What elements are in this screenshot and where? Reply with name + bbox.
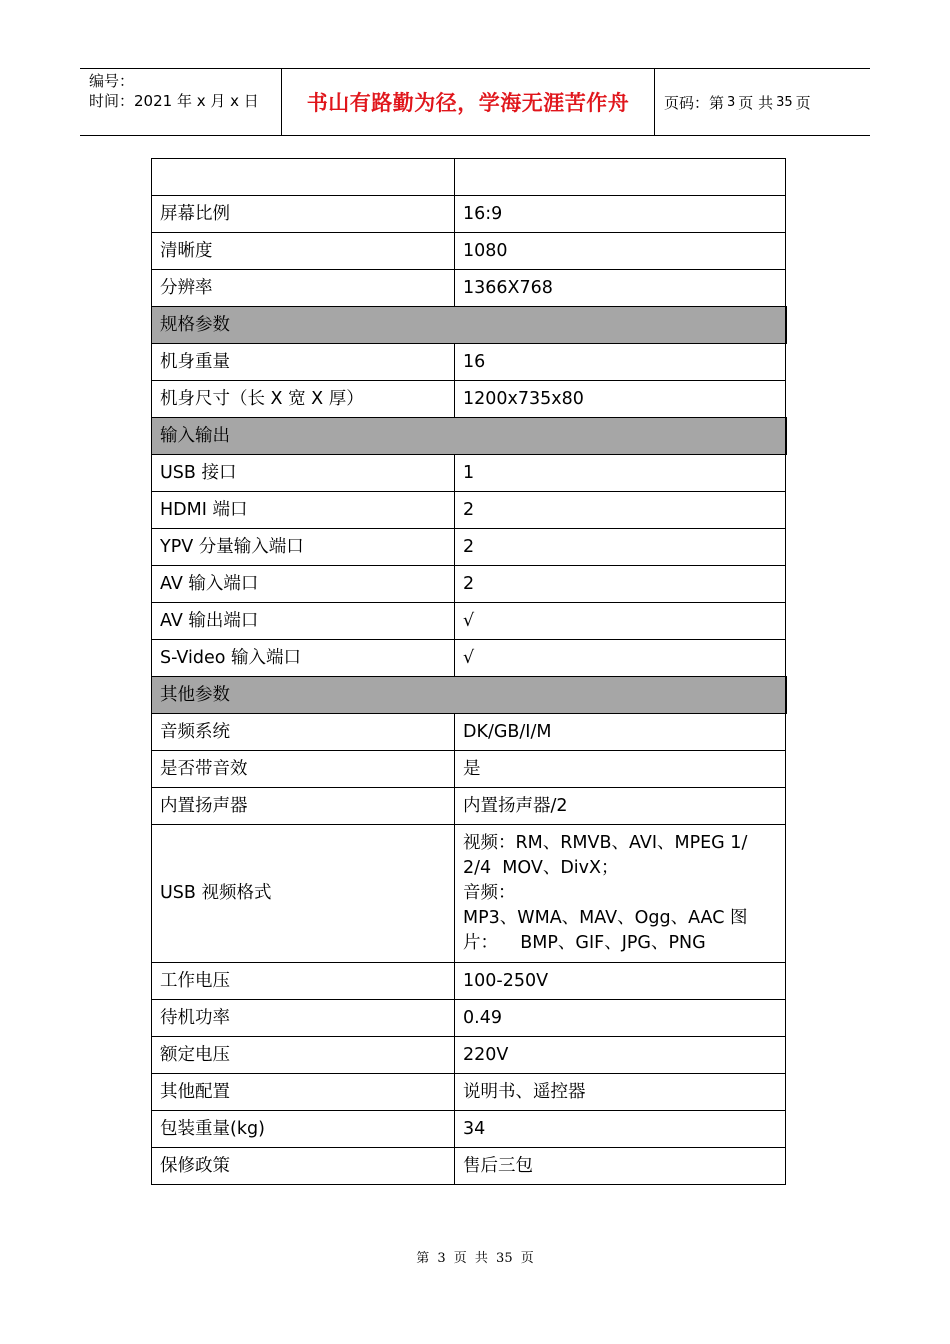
param-value: 售后三包 (455, 1148, 786, 1185)
param-value-line: 视频：RM、RMVB、AVI、MPEG 1/ (463, 833, 748, 853)
table-row (152, 1037, 786, 1074)
param-value: 内置扬声器/2 (455, 788, 786, 825)
header-motto: 书山有路勤为径，学海无涯苦作舟 (282, 69, 655, 135)
table-row (152, 963, 786, 1000)
param-value: 1366X768 (455, 270, 786, 307)
param-value: 16 (455, 344, 786, 381)
table-row (152, 566, 786, 603)
table-row (152, 1074, 786, 1111)
param-value-line: 音频： (463, 883, 516, 903)
section-header-row (152, 418, 786, 455)
section-header-row (152, 677, 786, 714)
param-value: DK/GB/I/M (455, 714, 786, 751)
time-label: 时间：2021 年 x 月 x 日 (89, 92, 259, 110)
param-label: 分辨率 (152, 270, 455, 307)
param-label: S-Video 输入端口 (152, 640, 455, 677)
param-label: 机身重量 (152, 344, 455, 381)
param-label: 音频系统 (152, 714, 455, 751)
table-row (152, 1111, 786, 1148)
param-value-line: 2/4 MOV、DivX； (463, 858, 619, 878)
param-label: HDMI 端口 (152, 492, 455, 529)
param-label: 机身尺寸（长 X 宽 X 厚） (152, 381, 455, 418)
param-value: 是 (455, 751, 786, 788)
spec-table (151, 158, 787, 1185)
section-title: 其他参数 (152, 677, 786, 714)
param-label: 屏幕比例 (152, 196, 455, 233)
param-value: 100-250V (455, 963, 786, 1000)
param-value: 34 (455, 1111, 786, 1148)
param-label: 清晰度 (152, 233, 455, 270)
page-footer: 第 3 页 共 35 页 (416, 1251, 534, 1266)
param-label: 工作电压 (152, 963, 455, 1000)
table-row (152, 381, 786, 418)
table-row (152, 825, 786, 963)
table-row (152, 270, 786, 307)
param-label: 额定电压 (152, 1037, 455, 1074)
table-row (152, 1000, 786, 1037)
param-value: 1080 (455, 233, 786, 270)
param-label: 包装重量(kg) (152, 1111, 455, 1148)
header-meta (80, 69, 282, 135)
table-row (152, 788, 786, 825)
section-header-row (152, 307, 786, 344)
param-value (455, 825, 786, 963)
number-label: 编号： (89, 72, 135, 90)
param-label: YPV 分量输入端口 (152, 529, 455, 566)
page-mid: 页 共 (738, 93, 774, 112)
param-value: 1200x735x80 (455, 381, 786, 418)
param-label: AV 输出端口 (152, 603, 455, 640)
page-current: 3 (727, 94, 736, 110)
page-prefix: 页码：第 (664, 93, 725, 112)
param-value: 0.49 (455, 1000, 786, 1037)
page-total: 35 (776, 94, 793, 110)
param-label: USB 视频格式 (152, 825, 455, 963)
param-label: 待机功率 (152, 1000, 455, 1037)
param-value-line: 片： BMP、GIF、JPG、PNG (463, 933, 706, 953)
table-row (152, 196, 786, 233)
param-value: 2 (455, 566, 786, 603)
param-value: 1 (455, 455, 786, 492)
section-title: 输入输出 (152, 418, 786, 455)
param-value (455, 159, 786, 196)
table-row (152, 1148, 786, 1185)
param-label (152, 159, 455, 196)
section-title: 规格参数 (152, 307, 786, 344)
param-label: 是否带音效 (152, 751, 455, 788)
table-row (152, 492, 786, 529)
param-label: 保修政策 (152, 1148, 455, 1185)
page-suffix: 页 (795, 93, 811, 112)
table-row (152, 233, 786, 270)
table-row (152, 751, 786, 788)
param-label: AV 输入端口 (152, 566, 455, 603)
param-value: 220V (455, 1037, 786, 1074)
table-row (152, 529, 786, 566)
param-label: USB 接口 (152, 455, 455, 492)
table-row (152, 603, 786, 640)
page-header (80, 68, 870, 136)
param-value: √ (455, 603, 786, 640)
param-value: 2 (455, 492, 786, 529)
table-row (152, 640, 786, 677)
param-value-line: MP3、WMA、MAV、Ogg、AAC 图 (463, 908, 748, 928)
param-value: 2 (455, 529, 786, 566)
param-value: 16:9 (455, 196, 786, 233)
header-page-info (655, 69, 870, 135)
table-row (152, 159, 786, 196)
param-value: 说明书、遥控器 (455, 1074, 786, 1111)
table-row (152, 455, 786, 492)
param-label: 其他配置 (152, 1074, 455, 1111)
param-label: 内置扬声器 (152, 788, 455, 825)
param-value: √ (455, 640, 786, 677)
table-row (152, 714, 786, 751)
table-row (152, 344, 786, 381)
